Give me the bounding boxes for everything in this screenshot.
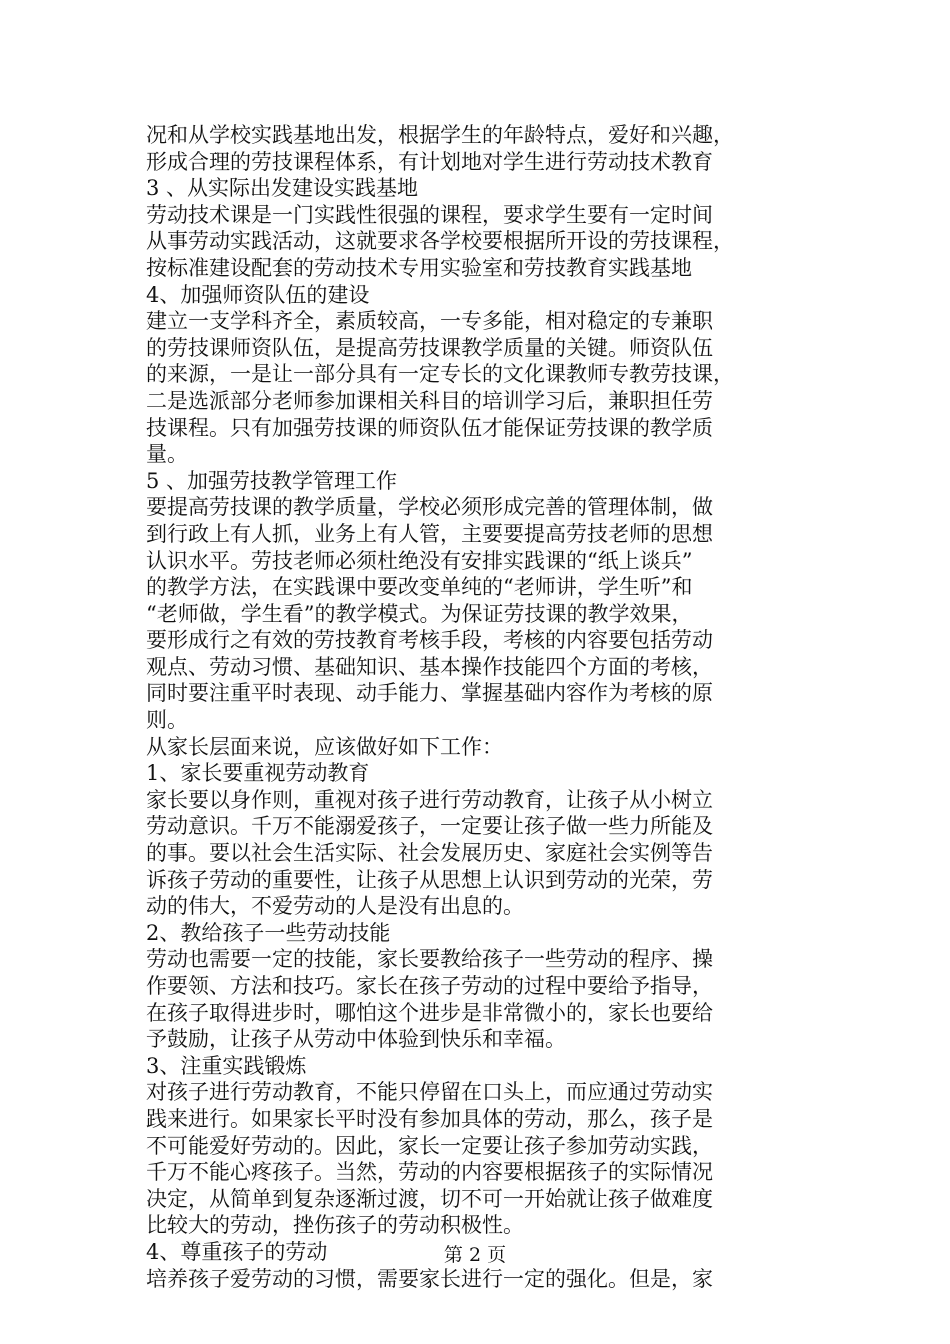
section-heading: 3、注重实践锻炼 — [146, 1053, 307, 1078]
text-line: 的劳技课师资队伍，是提高劳技课教学质量的关键。师资队伍 — [146, 335, 713, 360]
text-line: 践来进行。如果家长平时没有参加具体的劳动，那么，孩子是 — [146, 1106, 713, 1131]
text-line: 的来源，一是让一部分具有一定专长的文化课教师专教劳技课， — [146, 362, 734, 387]
text-line: 到行政上有人抓，业务上有人管，主要要提高劳技老师的思想 — [146, 521, 713, 546]
text-line: 劳动技术课是一门实践性很强的课程，要求学生要有一定时间 — [146, 202, 713, 227]
text-line: 则。 — [146, 708, 188, 733]
section-heading: 1、家长要重视劳动教育 — [146, 761, 370, 786]
text-line: 按标准建设配套的劳动技术专用实验室和劳技教育实践基地 — [146, 255, 692, 280]
body-text — [146, 122, 806, 1292]
text-line: 观点、劳动习惯、基础知识、基本操作技能四个方面的考核， — [146, 654, 713, 679]
text-line: 劳动意识。千万不能溺爱孩子，一定要让孩子做一些力所能及 — [146, 814, 713, 839]
text-line: 要形成行之有效的劳技教育考核手段，考核的内容要包括劳动 — [146, 628, 713, 653]
section-heading: 2、教给孩子一些劳动技能 — [146, 920, 391, 945]
text-line: 培养孩子爱劳动的习惯，需要家长进行一定的强化。但是，家 — [146, 1266, 713, 1291]
text-line: 认识水平。劳技老师必须杜绝没有安排实践课的“纸上谈兵” — [146, 548, 693, 573]
text-line: 不可能爱好劳动的。因此，家长一定要让孩子参加劳动实践， — [146, 1133, 713, 1158]
text-line: 从家长层面来说，应该做好如下工作： — [146, 734, 503, 759]
text-line: 二是选派部分老师参加课相关科目的培训学习后，兼职担任劳 — [146, 388, 713, 413]
text-line: 量。 — [146, 442, 188, 467]
section-heading: 4、加强师资队伍的建设 — [146, 282, 370, 307]
text-line: 建立一支学科齐全，素质较高，一专多能，相对稳定的专兼职 — [146, 309, 713, 334]
text-line: 千万不能心疼孩子。当然，劳动的内容要根据孩子的实际情况 — [146, 1160, 713, 1185]
text-line: 要提高劳技课的教学质量，学校必须形成完善的管理体制，做 — [146, 495, 713, 520]
section-heading: 4、尊重孩子的劳动 — [146, 1239, 328, 1264]
text-line: 动的伟大，不爱劳动的人是没有出息的。 — [146, 894, 524, 919]
section-heading: 5 、加强劳技教学管理工作 — [146, 468, 398, 493]
text-line: 作要领、方法和技巧。家长在孩子劳动的过程中要给予指导， — [146, 974, 713, 998]
text-line: 形成合理的劳技课程体系，有计划地对学生进行劳动技术教育 — [146, 149, 713, 174]
text-line: 同时要注重平时表现、动手能力、掌握基础内容作为考核的原 — [146, 681, 713, 706]
text-line: 对孩子进行劳动教育，不能只停留在口头上，而应通过劳动实 — [146, 1080, 713, 1105]
page-number: 第 2 页 — [443, 1244, 507, 1266]
text-line: 劳动也需要一定的技能，家长要教给孩子一些劳动的程序、操 — [146, 947, 713, 972]
text-line: “老师做，学生看”的教学模式。为保证劳技课的教学效果， — [146, 601, 693, 626]
text-line: 在孩子取得进步时，哪怕这个进步是非常微小的，家长也要给 — [146, 1000, 713, 1025]
text-line: 决定，从简单到复杂逐渐过渡，切不可一开始就让孩子做难度 — [146, 1186, 713, 1211]
text-line: 家长要以身作则，重视对孩子进行劳动教育，让孩子从小树立 — [146, 787, 713, 812]
text-line: 从事劳动实践活动，这就要求各学校要根据所开设的劳技课程， — [146, 229, 734, 254]
text-line: 技课程。只有加强劳技课的师资队伍才能保证劳技课的教学质 — [146, 415, 713, 440]
text-line: 比较大的劳动，挫伤孩子的劳动积极性。 — [146, 1213, 524, 1238]
text-line: 况和从学校实践基地出发，根据学生的年龄特点，爱好和兴趣， — [146, 123, 734, 147]
text-line: 的教学方法，在实践课中要改变单纯的“老师讲，学生听”和 — [146, 575, 693, 600]
text-line: 的事。要以社会生活实际、社会发展历史、家庭社会实例等告 — [146, 841, 713, 866]
section-heading: 3 、从实际出发建设实践基地 — [146, 176, 419, 201]
text-line: 诉孩子劳动的重要性，让孩子从思想上认识到劳动的光荣，劳 — [146, 867, 713, 892]
text-line: 予鼓励，让孩子从劳动中体验到快乐和幸福。 — [146, 1027, 566, 1052]
